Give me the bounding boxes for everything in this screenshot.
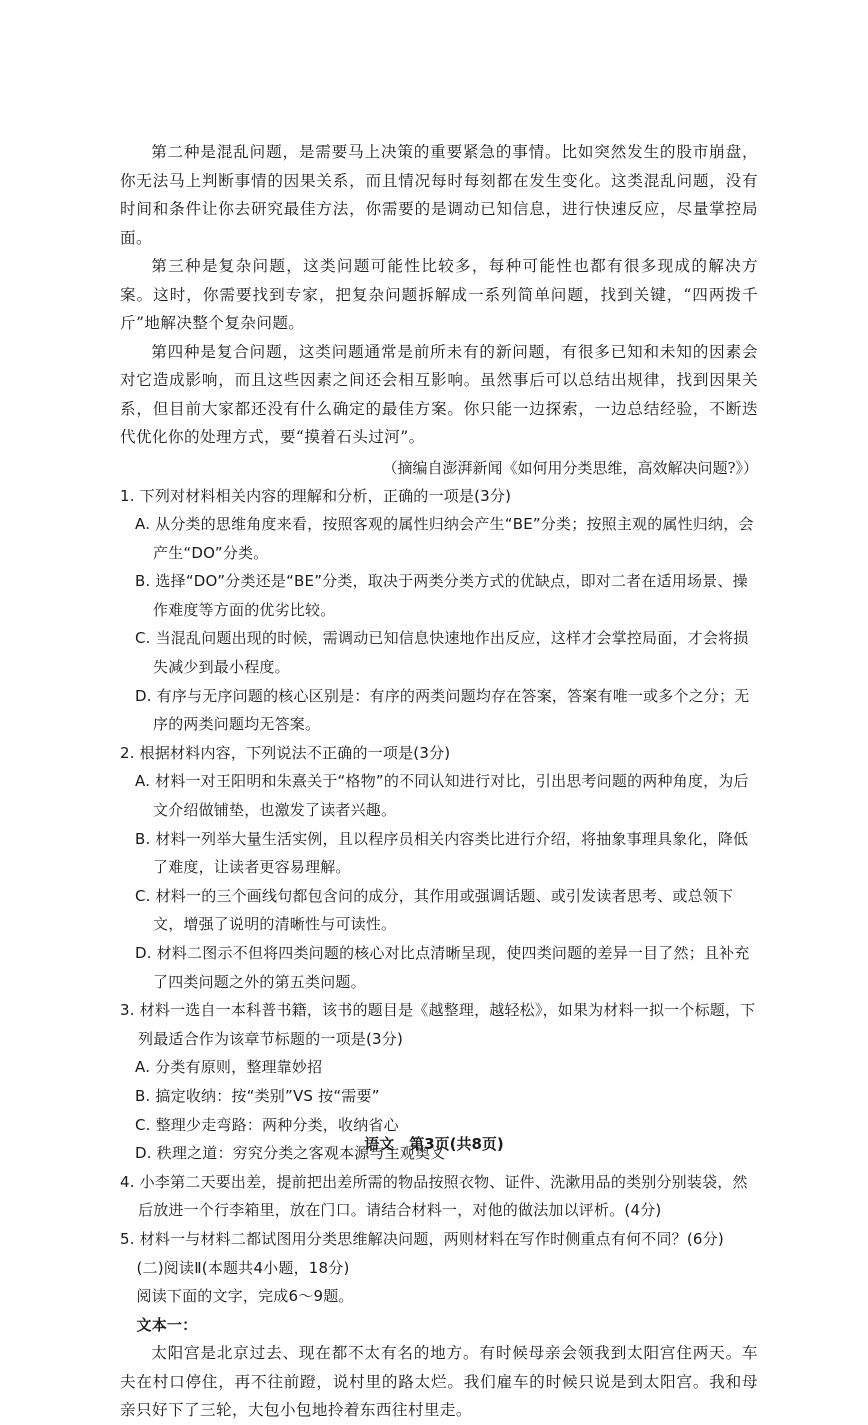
option-b: B. 材料一列举大量生活实例，且以程序员相关内容类比进行介绍，将抽象事理具象化，降低了难度，让读者更容易理解。 — [135, 829, 749, 877]
option-c: C. 材料一的三个画线句都包含问的成分，其作用或强调话题、或引发读者思考、或总领下文，增强了说明的清晰性与可读性。 — [135, 886, 734, 934]
option-d: D. 秩理之道：穷究分类之客观本源与主观奥义 — [135, 1144, 446, 1163]
option-c: C. 整理少走弯路：两种分类，收纳省心 — [135, 1115, 399, 1134]
question-2 — [120, 739, 758, 996]
option-c: C. 当混乱问题出现的时候，需调动已知信息快速地作出反应，这样才会掌控局面，才会将损失减少到最小程度。 — [135, 629, 749, 677]
option-d: D. 材料二图示不但将四类问题的核心对比点清晰呈现，使四类问题的差异一目了然；且补充了四类问题之外的第五类问题。 — [135, 944, 750, 991]
passage-paragraph: 太阳宫是北京过去、现在都不太有名的地方。有时候母亲会领我到太阳宫住两天。车夫在村口停住，再不往前蹬，说村里的路太烂。我们雇车的时候只说是到太阳宫。我和母亲只好下了三轮，大包小包地拎着东西往村里走。 — [120, 1344, 758, 1420]
text-label: 文本一： — [136, 1315, 198, 1334]
option-b: B. 选择“DO”分类还是“BE”分类，取决于两类分类方式的优缺点，即对二者在适用场景、操作难度等方面的优劣比较。 — [135, 572, 748, 619]
page-body — [120, 138, 758, 1425]
question-1 — [120, 482, 758, 739]
material-source: （摘编自澎湃新闻《如何用分类思维，高效解决问题?》） — [382, 458, 758, 477]
option-a: A. 分类有原则，整理靠妙招 — [135, 1058, 323, 1077]
section-instruction: 阅读下面的文字，完成6～9题。 — [136, 1287, 354, 1306]
page-footer: 语文 第3页(共8页) — [364, 1135, 504, 1153]
option-a: A. 从分类的思维角度来看，按照客观的属性归纳会产生“BE”分类；按照主观的属性归纳，会产生“DO”分类。 — [135, 515, 754, 562]
question-stem: 3. 材料一选自一本科普书籍，该书的题目是《越整理，越轻松》，如果为材料一拟一个标题，下列最适合作为该章节标题的一项是(3分) — [120, 1001, 756, 1048]
question-4: 4. 小李第二天要出差，提前把出差所需的物品按照衣物、证件、洗漱用品的类别分别装袋，然后放进一个行李箱里，放在门口。请结合材料一，对他的做法加以评析。(4分) — [120, 1172, 748, 1220]
material-paragraph: 第四种是复合问题，这类问题通常是前所未有的新问题，有很多已知和未知的因素会对它造成影响，而且这些因素之间还会相互影响。虽然事后可以总结出规律，找到因果关系，但目前大家都还没有什么确定的最佳方案。你只能一边探索，一边总结经验，不断迭代优化你的处理方式，要“摸着石头过河”。 — [120, 342, 758, 446]
material-paragraph: 第三种是复杂问题，这类问题可能性比较多，每种可能性也都有很多现成的解决方案。这时，你需要找到专家，把复杂问题拆解成一系列简单问题，找到关键，“四两拨千斤”地解决整个复杂问题。 — [120, 257, 758, 332]
material-paragraph: 第二种是混乱问题，是需要马上决策的重要紧急的事情。比如突然发生的股市崩盘，你无法马上判断事情的因果关系，而且情况每时每刻都在发生变化。这类混乱问题，没有时间和条件让你去研究最佳方法，你需要的是调动已知信息，进行快速反应，尽量掌控局面。 — [120, 143, 758, 247]
question-stem: 1. 下列对材料相关内容的理解和分析，正确的一项是(3分) — [120, 486, 512, 505]
option-b: B. 搞定收纳：按“类别”VS 按“需要” — [135, 1086, 380, 1105]
option-a: A. 材料一对王阳明和朱熹关于“格物”的不同认知进行对比，引出思考问题的两种角度，为后文介绍做铺垫，也激发了读者兴趣。 — [135, 772, 749, 820]
section-heading: (二)阅读Ⅱ(本题共4小题，18分) — [136, 1258, 350, 1277]
question-stem: 2. 根据材料内容，下列说法不正确的一项是(3分) — [120, 743, 451, 762]
option-d: D. 有序与无序问题的核心区别是：有序的两类问题均存在答案，答案有唯一或多个之分；无序的两类问题均无答案。 — [135, 686, 750, 734]
question-5: 5. 材料一与材料二都试图用分类思维解决问题，两则材料在写作时侧重点有何不同？(6分) — [120, 1229, 724, 1248]
